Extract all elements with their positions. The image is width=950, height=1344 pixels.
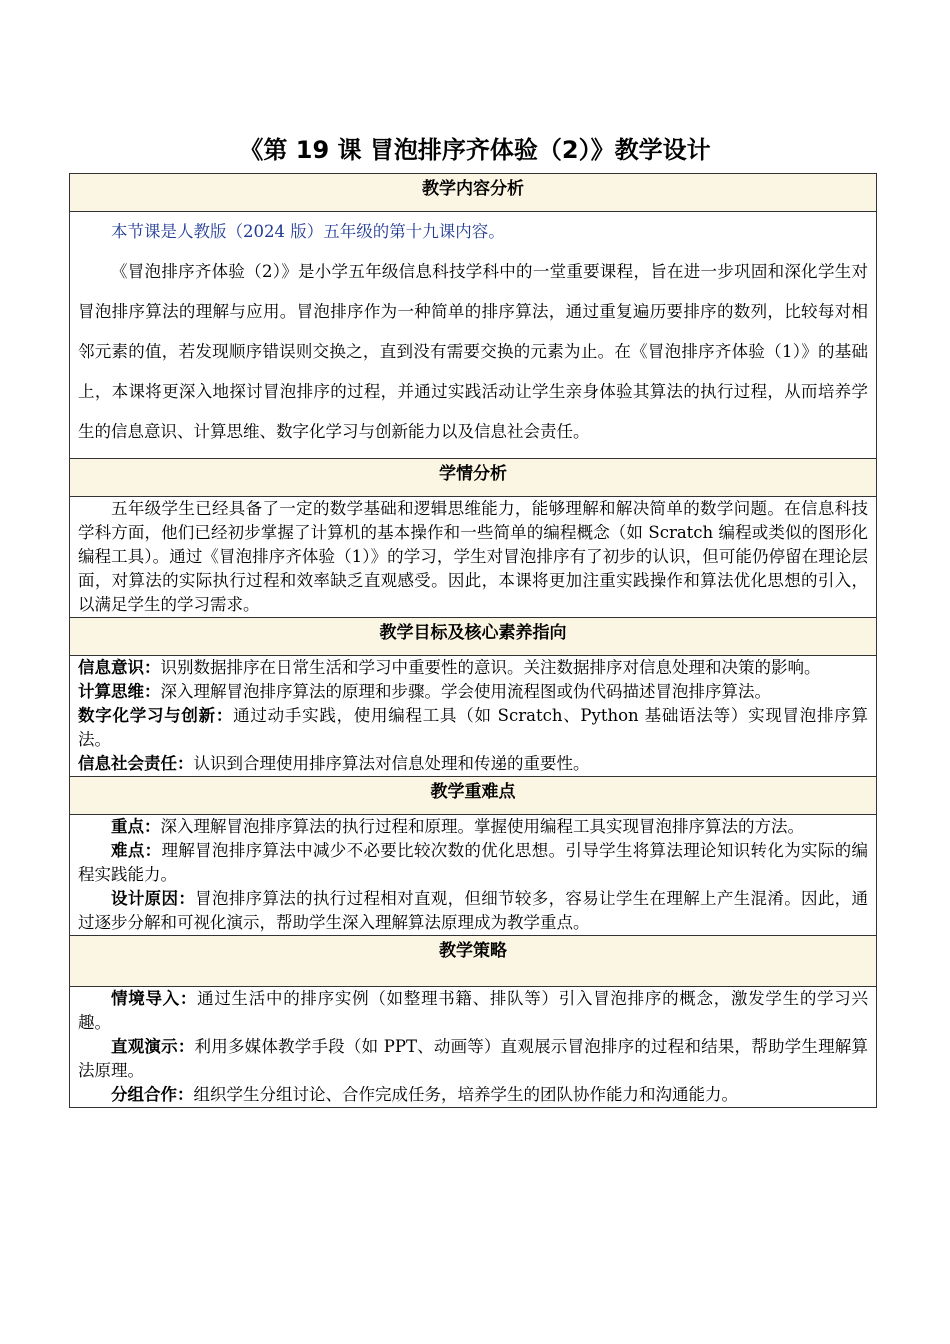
strategy-text: 利用多媒体教学手段（如 PPT、动画等）直观展示冒泡排序的过程和结果，帮助学生理解算法原理。	[78, 1037, 868, 1080]
keypoint-text: 深入理解冒泡排序算法的执行过程和原理。掌握使用编程工具实现冒泡排序算法的方法。	[160, 817, 804, 836]
students-paragraph: 五年级学生已经具备了一定的数学基础和逻辑思维能力，能够理解和解决简单的数学问题。在信息科技学科方面，他们已经初步掌握了计算机的基本操作和一些简单的编程概念（如 Scratch 编程或类似的图形化编程工具）。通过《冒泡排序齐体验（1）》的学习，学生对冒泡排序有了初步的认识，但可能仍停留在理论层面，对算法的实际执行过程和效率缺乏直观感受。因此，本课将更加注重实践操作和算法优化思想的引入，以满足学生的学习需求。	[78, 499, 868, 614]
keypoint-text: 理解冒泡排序算法中减少不必要比较次数的优化思想。引导学生将算法理论知识转化为实际的编程实践能力。	[78, 841, 869, 884]
section-header-content: 教学内容分析	[70, 174, 877, 212]
keypoint-item	[78, 839, 868, 887]
content-body-paragraph: 《冒泡排序齐体验（2）》是小学五年级信息科技学科中的一堂重要课程，旨在进一步巩固和深化学生对冒泡排序算法的理解与应用。冒泡排序作为一种简单的排序算法，通过重复遍历要排序的数列，比较每对相邻元素的值，若发现顺序错误则交换之，直到没有需要交换的元素为止。在《冒泡排序齐体验（1）》的基础上，本课将更深入地探讨冒泡排序的过程，并通过实践活动让学生亲身体验其算法的执行过程，从而培养学生的信息意识、计算思维、数字化学习与创新能力以及信息社会责任。	[78, 262, 868, 441]
strategy-text: 通过生活中的排序实例（如整理书籍、排队等）引入冒泡排序的概念，激发学生的学习兴趣。	[78, 989, 869, 1032]
goal-item	[78, 656, 868, 680]
keypoint-label: 难点：	[111, 841, 162, 860]
goal-text: 通过动手实践，使用编程工具（如 Scratch、Python 基础语法等）实现冒泡排序算法。	[78, 706, 869, 749]
keypoints-cell	[70, 815, 877, 936]
keypoint-label: 重点：	[111, 817, 161, 836]
keypoint-text: 冒泡排序算法的执行过程相对直观，但细节较多，容易让学生在理解上产生混淆。因此，通过逐步分解和可视化演示，帮助学生深入理解算法原理成为教学重点。	[78, 889, 869, 932]
section-header-students: 学情分析	[70, 459, 877, 497]
strategy-cell	[70, 987, 877, 1108]
goal-item	[78, 680, 868, 704]
goal-item	[78, 704, 868, 752]
lesson-plan-table	[69, 173, 877, 1108]
goal-label: 数字化学习与创新：	[78, 706, 234, 725]
strategy-text: 组织学生分组讨论、合作完成任务，培养学生的团队协作能力和沟通能力。	[193, 1085, 738, 1104]
strategy-label: 情境导入：	[111, 989, 198, 1008]
goal-label: 信息社会责任：	[78, 754, 194, 773]
content-analysis-cell	[70, 212, 877, 459]
keypoint-item	[78, 887, 868, 935]
goal-label: 信息意识：	[78, 658, 161, 677]
keypoint-item	[78, 815, 868, 839]
page-title: 《第 19 课 冒泡排序齐体验（2）》教学设计	[239, 136, 711, 164]
strategy-label: 分组合作：	[111, 1085, 194, 1104]
goals-cell	[70, 656, 877, 777]
content-intro-paragraph: 本节课是人教版（2024 版）五年级的第十九课内容。	[111, 222, 505, 241]
strategy-label: 直观演示：	[111, 1037, 195, 1056]
student-analysis-cell	[70, 497, 877, 618]
strategy-item	[78, 1035, 868, 1083]
section-header-goals: 教学目标及核心素养指向	[70, 618, 877, 656]
strategy-item	[78, 1083, 868, 1107]
keypoint-label: 设计原因：	[111, 889, 196, 908]
section-header-strategy: 教学策略	[70, 936, 877, 987]
section-header-keypoints: 教学重难点	[70, 777, 877, 815]
goal-label: 计算思维：	[78, 682, 161, 701]
strategy-item	[78, 987, 868, 1035]
goal-text: 认识到合理使用排序算法对信息处理和传递的重要性。	[193, 754, 590, 773]
goal-text: 深入理解冒泡排序算法的原理和步骤。学会使用流程图或伪代码描述冒泡排序算法。	[160, 682, 771, 701]
goal-text: 识别数据排序在日常生活和学习中重要性的意识。关注数据排序对信息处理和决策的影响。	[160, 658, 821, 677]
goal-item	[78, 752, 868, 776]
